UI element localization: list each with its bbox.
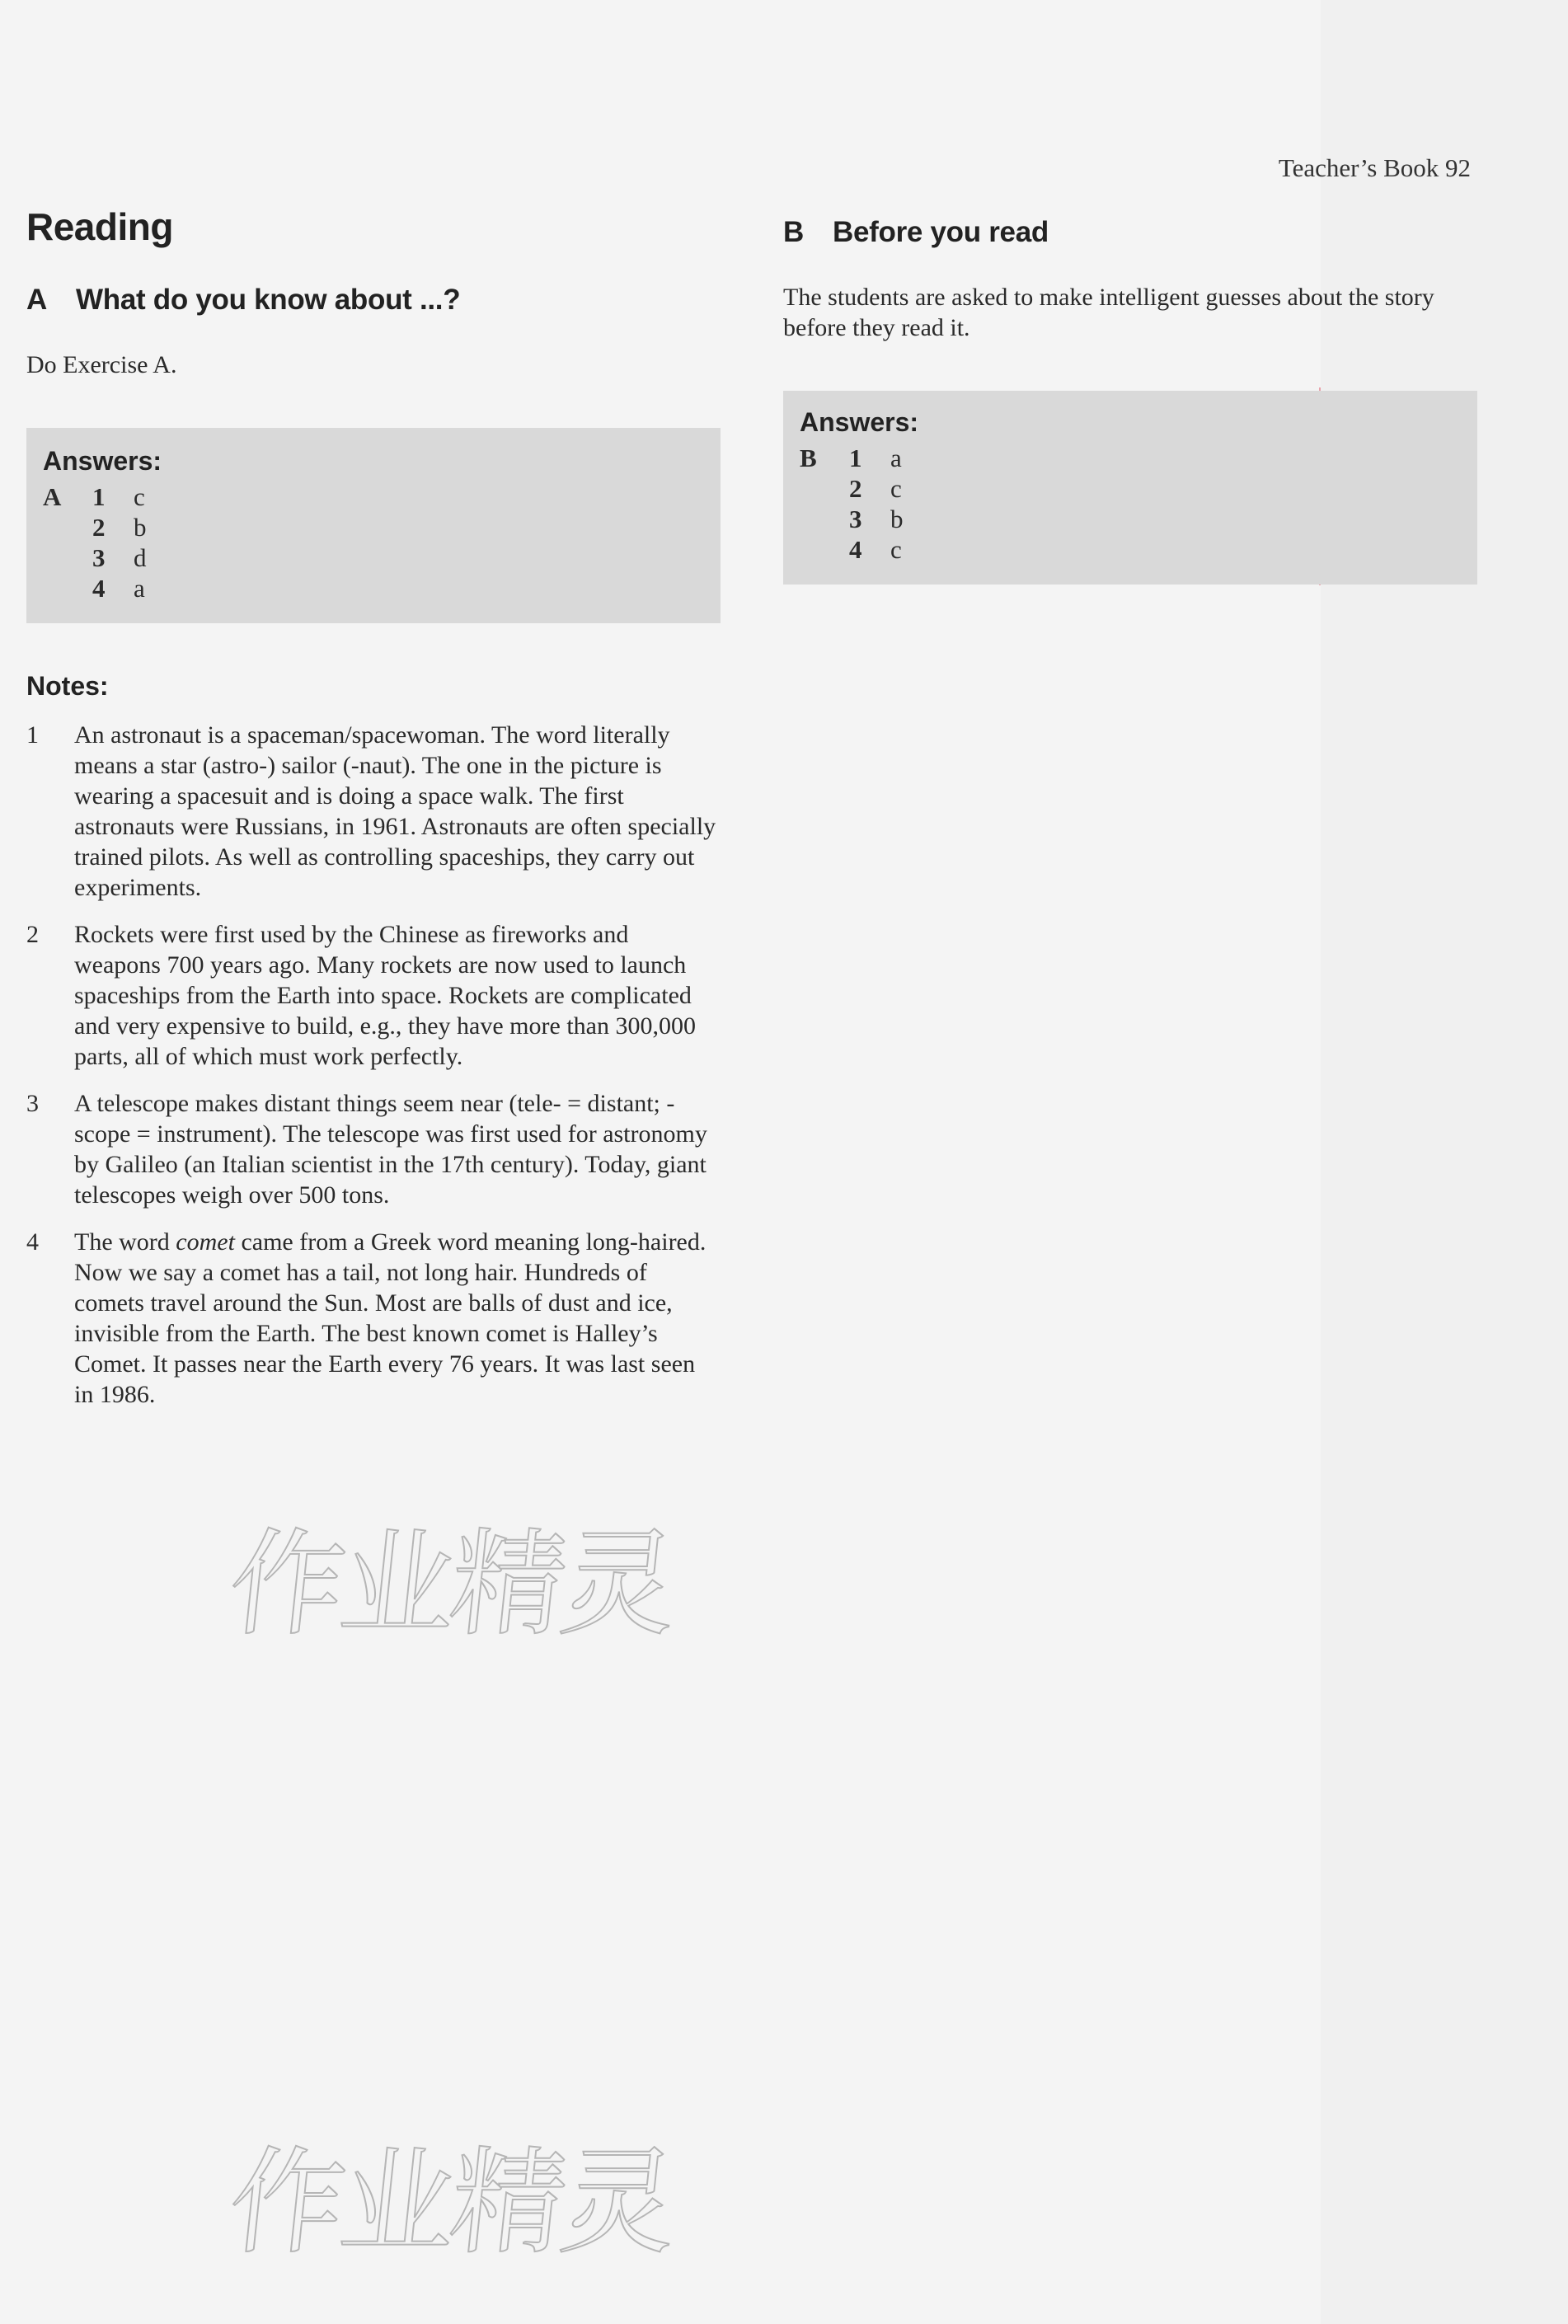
note-text: Rockets were first used by the Chinese as fireworks and weapons 700 years ago. Many rockets are now used to launch spaceships from the Earth into space. Rockets are complicated and very expensive to build, e.g., they have more than 300,000 parts, all of which must work perfectly.: [74, 921, 696, 1070]
note-item: [26, 1088, 719, 1210]
answer-row: [800, 534, 1461, 565]
exercise-b-heading: [783, 216, 1476, 249]
exercise-a-title: What do you know about ...?: [76, 284, 461, 316]
note-item: [26, 720, 719, 903]
left-column: [26, 204, 719, 1426]
answer-number: 3: [92, 543, 106, 572]
note-number: 1: [26, 721, 39, 749]
note-text: An astronaut is a spaceman/spacewoman. The word literally means a star (astro-) sailor (-naut). The one in the picture is wearing a spacesuit and is doing a space walk. The first astronauts were Russians, in 1961. Astronauts are often specially trained pilots. As well as controlling spaceships, they carry out experiments.: [74, 721, 716, 901]
answer-value: c: [890, 474, 902, 503]
answer-row: [43, 512, 704, 542]
answers-title: Answers:: [43, 446, 162, 476]
watermark: 作业精灵: [223, 2136, 679, 2270]
exercise-a-heading: [26, 284, 719, 317]
note-item: [26, 919, 719, 1072]
exercise-b-title: Before you read: [833, 216, 1049, 248]
answers-box-b: [783, 391, 1477, 585]
note-number: 2: [26, 921, 39, 948]
note-text: A telescope makes distant things seem near (tele- = distant; -scope = instrument). The telescope was first used for astronomy by Galileo (an Italian scientist in the 17th century). Today, giant telescopes weigh over 500 tons.: [74, 1090, 707, 1209]
page-reference: Teacher’s Book 92: [1278, 153, 1471, 182]
answer-row: [800, 504, 1461, 534]
answer-number: 2: [92, 513, 106, 542]
answers-title: Answers:: [800, 407, 919, 437]
exercise-a-letter: A: [26, 284, 47, 316]
answer-number: 4: [92, 574, 106, 603]
answer-value: d: [134, 543, 147, 572]
notes-title: Notes:: [26, 671, 109, 701]
answer-number: 1: [849, 444, 862, 472]
answer-value: a: [134, 574, 145, 603]
answer-value: a: [890, 444, 902, 472]
exercise-a-instruction: Do Exercise A.: [26, 351, 177, 378]
answer-value: c: [134, 482, 145, 511]
answer-value: c: [890, 535, 902, 564]
answer-row: [43, 481, 704, 512]
answer-row: [800, 443, 1461, 473]
answer-value: b: [890, 505, 904, 533]
answer-value: b: [134, 513, 147, 542]
answer-row: [43, 573, 704, 603]
answer-number: 3: [849, 505, 862, 533]
watermark: 作业精灵: [223, 1518, 679, 1652]
note-text-part: came from a Greek word meaning long-haired. Now we say a comet has a tail, not long hair. Hundreds of comets travel around the Sun. Most are balls of dust and ice, invisible from the Earth. The best known comet is Halley’s Comet. It passes near the Earth every 76 years. It was last seen in 1986.: [74, 1228, 707, 1408]
answer-group: B: [800, 444, 817, 472]
section-title: Reading: [26, 205, 173, 248]
answer-group: A: [43, 482, 62, 511]
answer-row: [800, 473, 1461, 504]
right-column: [783, 216, 1476, 585]
note-number: 3: [26, 1090, 39, 1117]
note-text-part: The word: [74, 1228, 176, 1256]
exercise-b-letter: B: [783, 216, 804, 248]
note-item: [26, 1227, 719, 1410]
exercise-b-text: The students are asked to make intelligent guesses about the story before they read it.: [783, 284, 1434, 341]
answer-number: 1: [92, 482, 106, 511]
answer-number: 2: [849, 474, 862, 503]
answer-row: [43, 542, 704, 573]
note-number: 4: [26, 1228, 39, 1256]
answers-box-a: [26, 428, 721, 623]
note-text: [74, 1227, 719, 1410]
note-text-italic: comet: [176, 1228, 235, 1256]
answer-number: 4: [849, 535, 862, 564]
